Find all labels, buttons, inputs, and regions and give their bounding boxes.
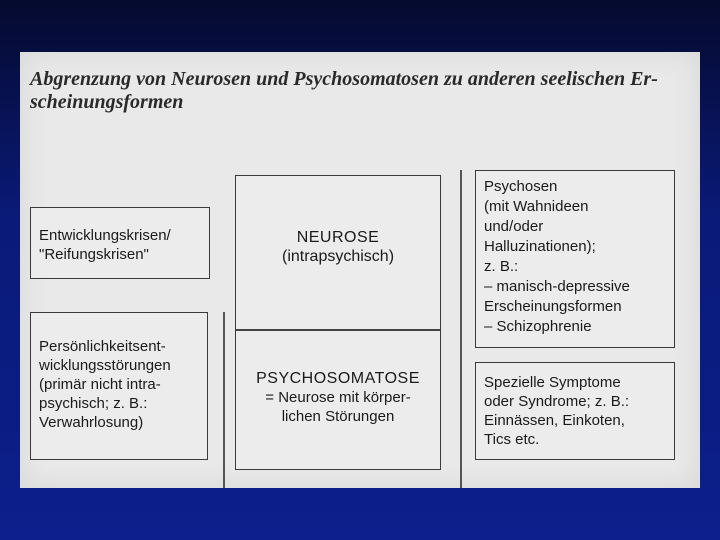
box-entwicklungskrisen <box>30 207 210 279</box>
neurose-heading: NEUROSE <box>296 229 380 246</box>
title-line-1: Abgrenzung von Neurosen und Psychosomatosen zu anderen seelischen Er- <box>30 68 658 90</box>
psychosomatose-subheading: = Neurose mit körper- lichen Störungen <box>265 389 411 425</box>
entwicklungskrisen-text: Entwicklungskrisen/ "Reifungskrisen" <box>39 227 171 263</box>
box-persoenlichkeit <box>30 312 208 460</box>
box-neurose <box>235 175 441 470</box>
box-psychosen <box>475 170 675 348</box>
title-line-2: scheinungsformen <box>30 91 184 113</box>
divider-right <box>460 170 462 488</box>
neurose-section <box>236 176 440 326</box>
page-title <box>30 68 690 114</box>
neurose-subheading: (intrapsychisch) <box>281 248 395 265</box>
psychosomatose-heading: PSYCHOSOMATOSE <box>256 370 420 387</box>
scanned-page <box>20 52 700 488</box>
persoenlichkeit-text: Persönlichkeitsent- wicklungsstörungen (primär nicht intra- psychisch; z. B.: Verwahrlosung) <box>39 338 171 431</box>
psychosomatose-section <box>236 331 440 469</box>
symptome-text: Spezielle Symptome oder Syndrome; z. B.: Einnässen, Einkoten, Tics etc. <box>484 374 630 448</box>
divider-left <box>223 312 225 488</box>
psychosen-text: Psychosen (mit Wahnideen und/oder Halluzinationen); z. B.: – manisch-depressive Erscheinungsformen – Schizophrenie <box>484 178 630 335</box>
box-spezielle-symptome <box>475 362 675 460</box>
